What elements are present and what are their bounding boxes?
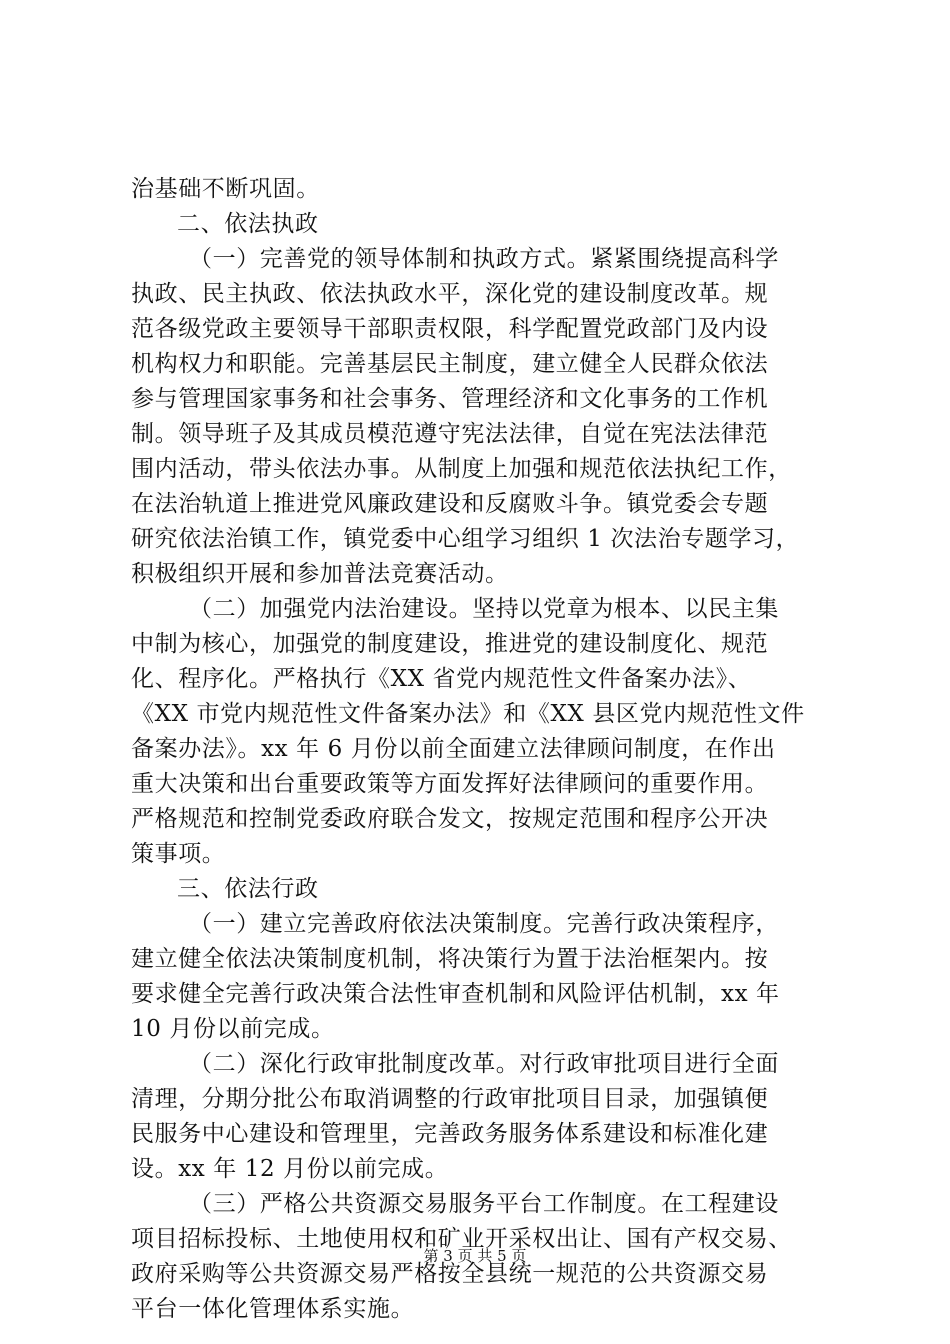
text-line: 设。xx 年 12 月份以前完成。 (131, 1156, 449, 1182)
text-line: 机构权力和职能。完善基层民主制度，建立健全人民群众依法 (131, 351, 769, 377)
text-line: （一）完善党的领导体制和执政方式。紧紧围绕提高科学 (189, 246, 779, 272)
text-line: 制。领导班子及其成员模范遵守宪法法律，自觉在宪法法律范 (131, 421, 769, 447)
text-line: 围内活动，带头依法办事。从制度上加强和规范依法执纪工作， (131, 456, 792, 482)
text-line: 积极组织开展和参加普法竞赛活动。 (131, 561, 509, 587)
text-line: 中制为核心，加强党的制度建设，推进党的建设制度化、规范 (131, 631, 769, 657)
text-line: （二）深化行政审批制度改革。对行政审批项目进行全面 (189, 1051, 779, 1077)
text-line: 治基础不断巩固。 (131, 176, 320, 202)
text-line: 项目招标投标、土地使用权和矿业开采权出让、国有产权交易、 (131, 1226, 792, 1252)
page-footer: 第 3 页 共 5 页 (423, 1247, 527, 1265)
text-line: 在法治轨道上推进党风廉政建设和反腐败斗争。镇党委会专题 (131, 491, 769, 517)
text-line: 策事项。 (131, 841, 226, 867)
text-line: （二）加强党内法治建设。坚持以党章为根本、以民主集 (189, 596, 779, 622)
text-line: 化、程序化。严格执行《XX 省党内规范性文件备案办法》、 (131, 666, 752, 692)
text-line: 参与管理国家事务和社会事务、管理经济和文化事务的工作机 (131, 386, 769, 412)
text-line: 平台一体化管理体系实施。 (131, 1296, 415, 1322)
text-line: 范各级党政主要领导干部职责权限，科学配置党政部门及内设 (131, 316, 769, 342)
text-line: 10 月份以前完成。 (131, 1016, 335, 1042)
text-line: 建立健全依法决策制度机制，将决策行为置于法治框架内。按 (131, 946, 769, 972)
text-line: 要求健全完善行政决策合法性审查机制和风险评估机制，xx 年 (131, 981, 780, 1007)
text-line: 清理，分期分批公布取消调整的行政审批项目目录，加强镇便 (131, 1086, 769, 1112)
text-line: 备案办法》。xx 年 6 月份以前全面建立法律顾问制度，在作出 (131, 736, 776, 762)
document-body (131, 172, 831, 1327)
text-line: 民服务中心建设和管理里，完善政务服务体系建设和标准化建 (131, 1121, 769, 1147)
section-heading: 三、依法行政 (177, 876, 319, 902)
section-heading: 二、依法执政 (177, 211, 319, 237)
text-line: 严格规范和控制党委政府联合发文，按规定范围和程序公开决 (131, 806, 769, 832)
text-line: 重大决策和出台重要政策等方面发挥好法律顾问的重要作用。 (131, 771, 769, 797)
text-line: 执政、民主执政、依法执政水平，深化党的建设制度改革。规 (131, 281, 769, 307)
text-line: （三）严格公共资源交易服务平台工作制度。在工程建设 (189, 1191, 779, 1217)
text-line: 政府采购等公共资源交易严格按全县统一规范的公共资源交易 (131, 1261, 769, 1287)
text-line: （一）建立完善政府依法决策制度。完善行政决策程序， (189, 911, 779, 937)
text-line: 《XX 市党内规范性文件备案办法》和《XX 县区党内规范性文件 (131, 701, 805, 727)
text-line: 研究依法治镇工作，镇党委中心组学习组织 1 次法治专题学习， (131, 526, 800, 552)
